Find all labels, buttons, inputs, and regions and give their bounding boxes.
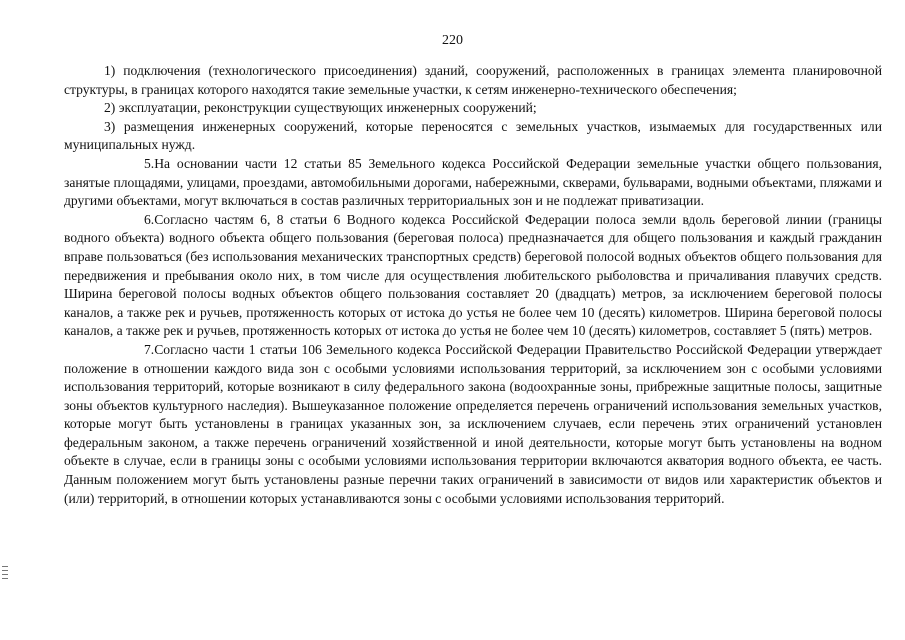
paragraph-item-1: 1) подключения (технологического присоединения) зданий, сооружений, расположенных в границах элемента планировочной структуры, в границах которого находятся такие земельные участки, к сетям инженерно-технического обеспечения; bbox=[64, 63, 882, 97]
paragraph-number: 5. bbox=[144, 155, 155, 171]
paragraph-text: Согласно части 1 статьи 106 Земельного кодекса Российской Федерации Правительство Российской Федерации утверждает положение в отношении каждого вида зон с особыми условиями использования территорий, за исключением зон с особыми условиями использования территорий, которые возникают в силу федерального закона (водоохранные зоны, прибрежные защитные полосы, защитные зоны объектов культурного наследия). Вышеуказанное положение определяется перечень ограничений использования земельных участков, которые могут быть установлены в границах указанных зон, за исключением случаев, если перечень этих ограничений установлен федеральным законом, а также перечень ограничений хозяйственной и иной деятельности, которые могут быть установлены на водном объекте в случае, если в границы зоны с особыми условиями использования территории включаются акватория водного объекта, ее часть. Данным положением могут быть установлены разные перечни таких ограничений в зависимости от видов или характеристик объектов и (или) территорий, в отношении которых устанавливаются зоны с особыми условиями использования территорий. bbox=[64, 341, 882, 506]
paragraph-number: 7. bbox=[144, 341, 155, 357]
scan-artifact bbox=[2, 566, 8, 614]
document-body bbox=[64, 62, 882, 508]
paragraph-6 bbox=[64, 211, 882, 341]
paragraph-text: На основании части 12 статьи 85 Земельного кодекса Российской Федерации земельные участки общего пользования, занятые площадями, улицами, проездами, автомобильными дорогами, набережными, скверами, бульварами, водными объектами, пляжами и другими объектами, могут включаться в состав различных территориальных зон и не подлежат приватизации. bbox=[64, 155, 882, 209]
paragraph-item-3: 3) размещения инженерных сооружений, которые переносятся с земельных участков, изымаемых для государственных или муниципальных нужд. bbox=[64, 118, 882, 153]
page-number: 220 bbox=[442, 33, 463, 48]
paragraph-text: Согласно частям 6, 8 статьи 6 Водного кодекса Российской Федерации полоса земли вдоль береговой линии (границы водного объекта) водного объекта общего пользования (береговая полоса) предназначается для общего пользования и каждый гражданин вправе пользоваться (без использования механических транспортных средств) береговой полосой водных объектов общего пользования для передвижения и пребывания около них, в том числе для осуществления любительского рыболовства и причаливания плавучих средств. Ширина береговой полосы водных объектов общего пользования составляет 20 (двадцать) метров, за исключением береговой полосы каналов, а также рек и ручьев, протяженность которых от истока до устья не более чем 10 (десять) километров. Ширина береговой полосы каналов, а также рек и ручьев, протяженность которых от истока до устья не более чем 10 (десять) километров, составляет 5 (пять) метров. bbox=[64, 211, 882, 339]
paragraph-number: 6. bbox=[144, 211, 155, 227]
paragraph-5 bbox=[64, 155, 882, 211]
paragraph-7 bbox=[64, 341, 882, 508]
paragraph-item-2: 2) эксплуатации, реконструкции существующих инженерных сооружений; bbox=[104, 100, 537, 116]
